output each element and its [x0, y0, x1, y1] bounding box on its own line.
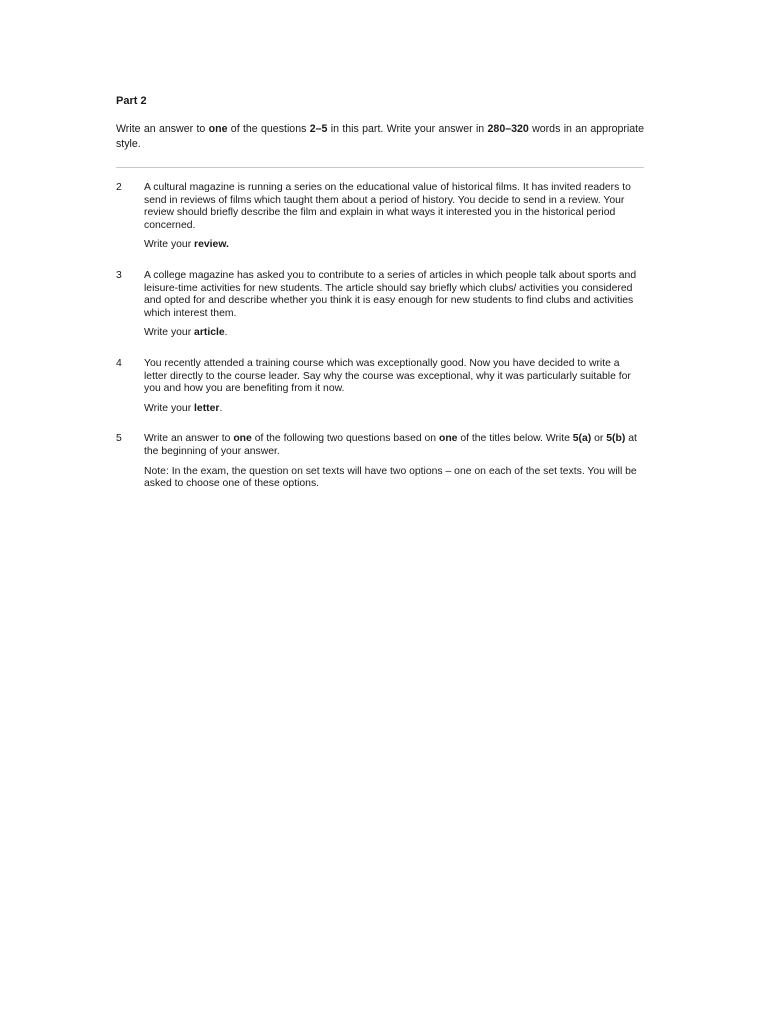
part-heading: Part 2 — [116, 95, 147, 107]
text-run: . — [224, 327, 228, 339]
question-item — [116, 358, 644, 415]
emphasis-text: 280–320 — [487, 123, 529, 135]
text-run: of the questions — [227, 123, 310, 135]
emphasis-text: letter — [194, 402, 220, 414]
question-number: 5 — [116, 433, 122, 445]
emphasis-text: 2–5 — [309, 123, 328, 135]
question-paragraph — [144, 270, 644, 320]
section-divider — [116, 167, 644, 168]
question-body — [144, 270, 644, 340]
question-body — [144, 358, 644, 415]
emphasis-text: 5(a) — [572, 433, 592, 445]
text-run: A cultural magazine is running a series on the educational value of historical films. It has invited readers to send in reviews of films which taught them about a period of history. You decide to send in a review. Your review should briefly describe the film and explain in what ways it interested you in the historical period concerned. — [144, 182, 631, 231]
question-item — [116, 433, 644, 490]
question-paragraph — [144, 433, 644, 458]
question-item — [116, 182, 644, 252]
question-list — [116, 182, 644, 491]
text-run: of the titles below. Write — [457, 433, 573, 445]
question-number: 2 — [116, 182, 122, 193]
question-paragraph — [144, 466, 644, 491]
text-run: in this part. Write your answer in — [327, 123, 488, 135]
text-run: Write an answer to — [144, 433, 234, 445]
emphasis-text: article — [194, 327, 225, 339]
question-item — [116, 270, 644, 340]
part-instructions — [116, 122, 644, 151]
question-paragraph — [144, 239, 644, 252]
question-body — [144, 433, 644, 490]
text-run: Note: In the exam, the question on set texts will have two options – one on each of the set texts. You will be asked to choose one of these options. — [144, 465, 637, 490]
question-number: 4 — [116, 357, 122, 369]
question-body — [144, 182, 644, 252]
text-run: . — [219, 402, 223, 414]
text-run: Write your — [144, 402, 195, 414]
text-run: Write your — [144, 239, 195, 251]
text-run: or — [591, 433, 607, 445]
text-run: Write an answer to — [116, 123, 209, 135]
emphasis-text: review. — [194, 239, 229, 251]
emphasis-text: one — [438, 433, 458, 445]
emphasis-text: 5(b) — [606, 433, 626, 445]
emphasis-text: one — [233, 433, 252, 445]
emphasis-text: one — [208, 123, 228, 135]
text-run: You recently attended a training course which was exceptionally good. Now you have decided to write a letter directly to the course leader. Say why the course was exceptional, why it was particularly suitable for you and how you are benefiting from it now. — [144, 357, 631, 395]
question-paragraph — [144, 182, 644, 232]
question-paragraph — [144, 358, 644, 396]
question-number: 3 — [116, 269, 122, 281]
text-run: Write your — [144, 327, 195, 339]
question-paragraph — [144, 403, 644, 416]
text-run: A college magazine has asked you to contribute to a series of articles in which people talk about sports and leisure-time activities for new students. The article should say briefly which clubs/ activities you considered and opted for and describe whether you think it is easy enough for new students to find clubs and activities which interest them. — [144, 269, 637, 319]
exam-page — [116, 94, 644, 491]
question-paragraph — [144, 327, 644, 340]
text-run: words in an appropriate style. — [116, 123, 644, 150]
text-run: at the beginning of your answer. — [144, 433, 637, 457]
text-run: of the following two questions based on — [251, 433, 439, 445]
